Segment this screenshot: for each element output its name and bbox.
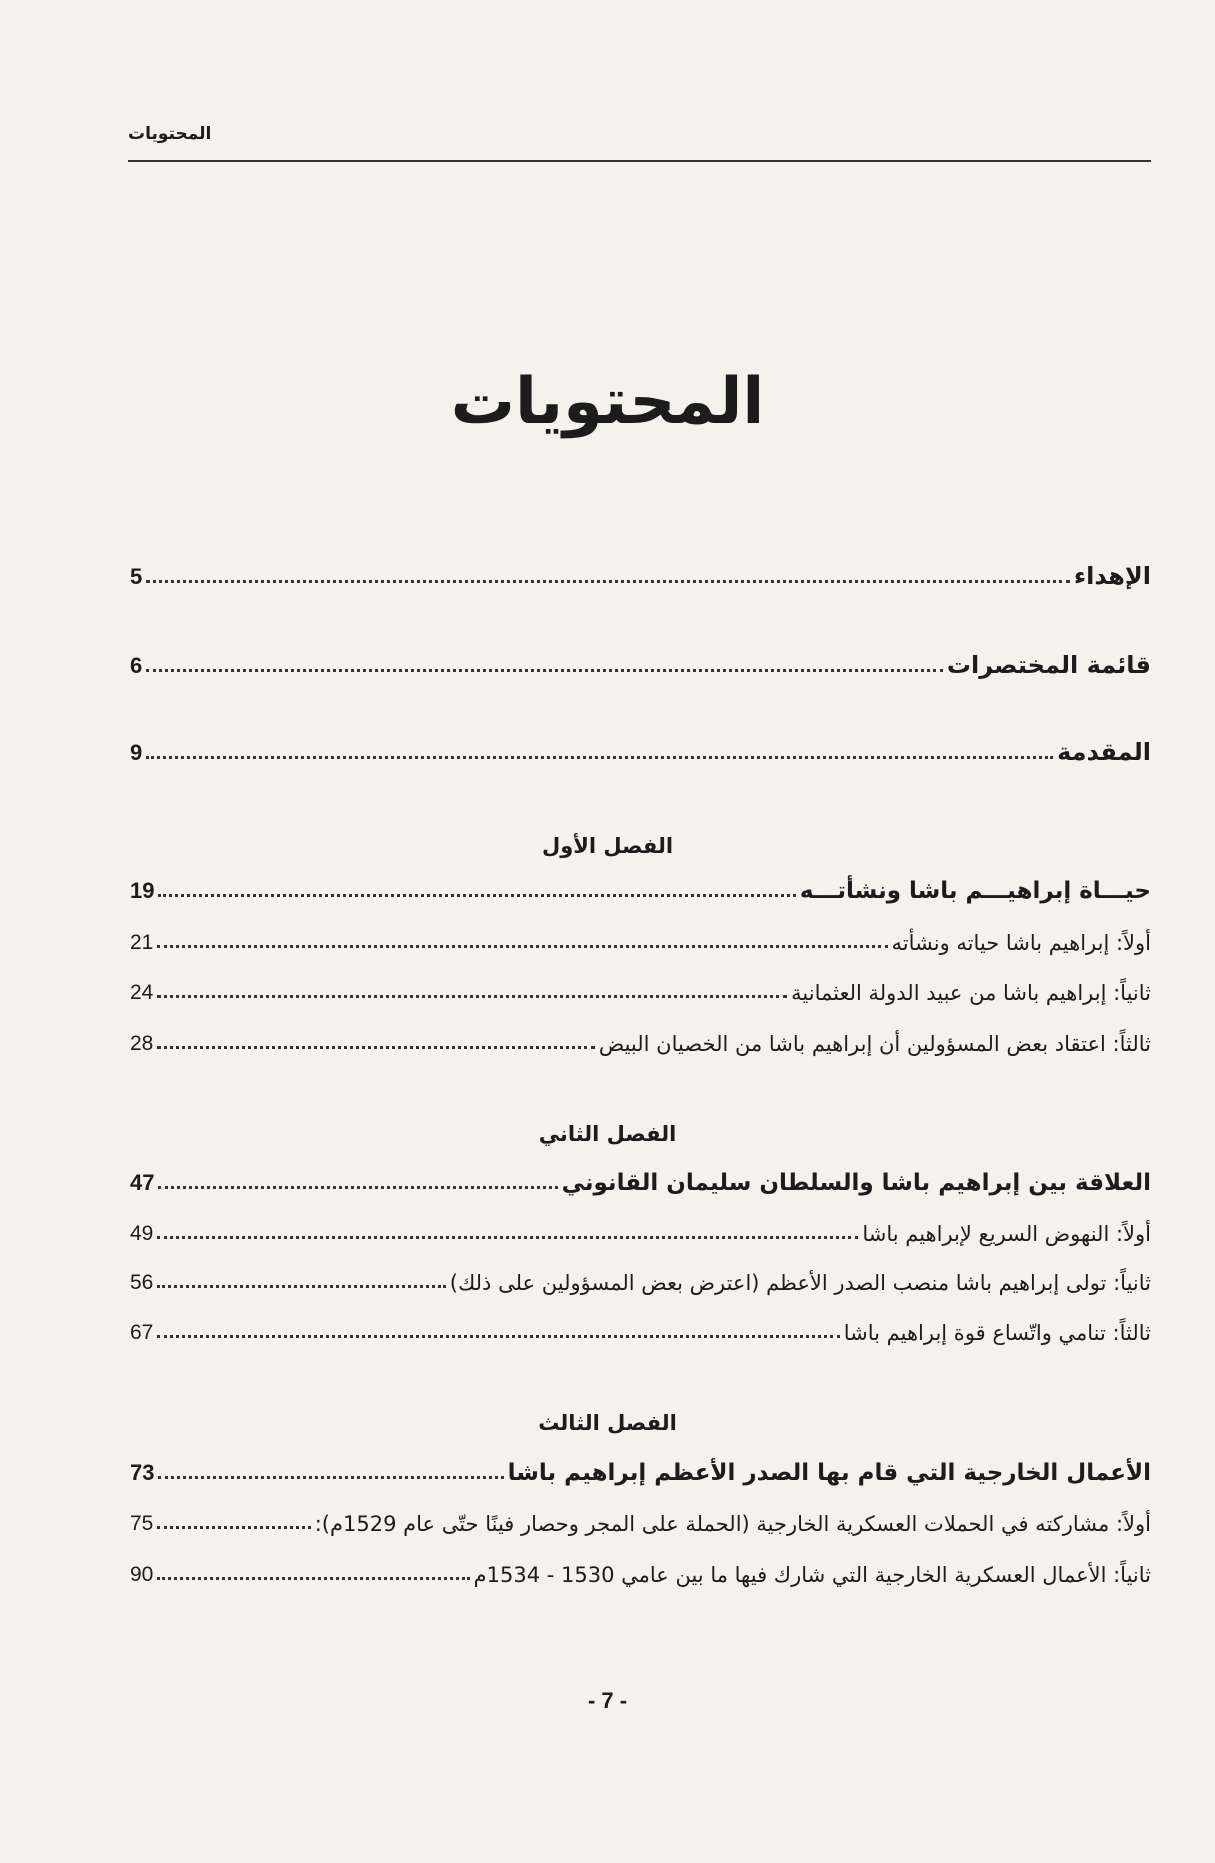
entry-page: 9 bbox=[130, 740, 143, 765]
chapter-main-entry bbox=[130, 1170, 1151, 1196]
dot-leader bbox=[157, 945, 887, 948]
entry-page: 73 bbox=[130, 1460, 155, 1485]
entry-title: أولاً: مشاركته في الحملات العسكرية الخارجية (الحملة على المجر وحصار فينًا حتّى عام 1529م): bbox=[314, 1512, 1151, 1536]
entry-title: أولاً: إبراهيم باشا حياته ونشأته bbox=[891, 931, 1151, 955]
dot-leader bbox=[157, 1577, 469, 1580]
entry-page: 67 bbox=[130, 1321, 154, 1344]
page-title: المحتويات bbox=[450, 365, 765, 439]
dot-leader bbox=[157, 995, 787, 998]
entry-title: المقدمة bbox=[1057, 738, 1151, 766]
toc-entry bbox=[130, 931, 1151, 955]
dot-leader bbox=[146, 756, 1053, 759]
dot-leader bbox=[146, 669, 943, 672]
entry-title: حيـــاة إبراهيـــم باشا ونشأتـــه bbox=[799, 878, 1151, 904]
entry-page: 24 bbox=[130, 981, 154, 1004]
toc-entry bbox=[130, 1563, 1151, 1587]
dot-leader bbox=[157, 1285, 445, 1288]
entry-page: 28 bbox=[130, 1032, 154, 1055]
entry-page: 19 bbox=[130, 878, 155, 903]
entry-title: ثانياً: إبراهيم باشا من عبيد الدولة العثمانية bbox=[791, 981, 1151, 1005]
dot-leader bbox=[158, 894, 795, 897]
entry-title: أولاً: النهوض السريع لإبراهيم باشا bbox=[862, 1222, 1151, 1246]
dot-leader bbox=[157, 1236, 858, 1239]
chapter-heading: الفصل الثالث bbox=[538, 1411, 677, 1435]
chapter-heading: الفصل الثاني bbox=[538, 1122, 677, 1146]
entry-title: العلاقة بين إبراهيم باشا والسلطان سليمان القانوني bbox=[561, 1170, 1151, 1196]
entry-page: 21 bbox=[130, 931, 154, 954]
entry-page: 5 bbox=[130, 564, 143, 589]
chapter-main-entry bbox=[130, 1460, 1151, 1486]
entry-title: ثالثاً: تنامي واتّساع قوة إبراهيم باشا bbox=[843, 1321, 1151, 1345]
entry-page: 49 bbox=[130, 1222, 154, 1245]
entry-page: 47 bbox=[130, 1170, 155, 1195]
toc-entry bbox=[130, 981, 1151, 1005]
dot-leader bbox=[146, 580, 1070, 583]
entry-title: ثانياً: تولى إبراهيم باشا منصب الصدر الأعظم (اعترض بعض المسؤولين على ذلك) bbox=[449, 1271, 1151, 1295]
header-rule bbox=[128, 160, 1151, 162]
dot-leader bbox=[157, 1046, 595, 1049]
entry-title: ثالثاً: اعتقاد بعض المسؤولين أن إبراهيم باشا من الخصيان البيض bbox=[598, 1032, 1151, 1056]
toc-entry bbox=[130, 738, 1151, 766]
entry-page: 56 bbox=[130, 1271, 154, 1294]
chapter-heading: الفصل الأول bbox=[541, 834, 674, 858]
dot-leader bbox=[157, 1335, 839, 1338]
dot-leader bbox=[157, 1526, 310, 1529]
toc-entry bbox=[130, 1271, 1151, 1295]
toc-entry bbox=[130, 651, 1151, 679]
dot-leader bbox=[158, 1476, 503, 1479]
entry-page: 75 bbox=[130, 1512, 154, 1535]
entry-page: 90 bbox=[130, 1563, 154, 1586]
toc-entry bbox=[130, 1222, 1151, 1246]
entry-page: 6 bbox=[130, 653, 143, 678]
running-header: المحتويات bbox=[128, 124, 212, 144]
toc-entry bbox=[130, 562, 1151, 590]
entry-title: الإهداء bbox=[1073, 562, 1151, 590]
toc-entry bbox=[130, 1321, 1151, 1345]
entry-title: ثانياً: الأعمال العسكرية الخارجية التي شارك فيها ما بين عامي 1530 - 1534م bbox=[473, 1563, 1151, 1587]
page-number: - 7 - bbox=[587, 1688, 628, 1713]
entry-title: قائمة المختصرات bbox=[946, 651, 1151, 679]
toc-entry bbox=[130, 1032, 1151, 1056]
toc-entry bbox=[130, 1512, 1151, 1536]
dot-leader bbox=[158, 1186, 557, 1189]
entry-title: الأعمال الخارجية التي قام بها الصدر الأعظم إبراهيم باشا bbox=[507, 1460, 1151, 1486]
chapter-main-entry bbox=[130, 878, 1151, 904]
